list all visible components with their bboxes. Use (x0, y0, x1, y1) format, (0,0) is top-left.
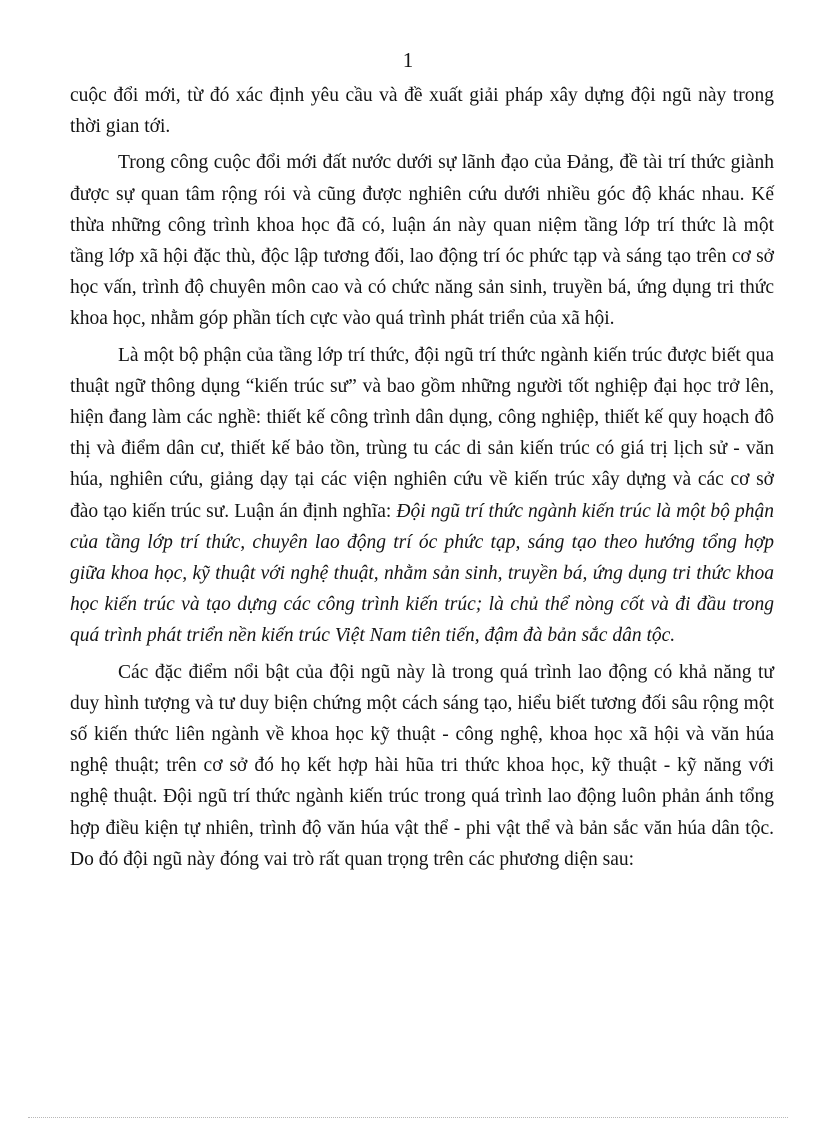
paragraph-architecture-definition (70, 340, 774, 652)
definition-italic-text: Đội ngũ trí thức ngành kiến trúc là một bộ phận của tầng lớp trí thức, chuyên lao động trí óc phức tạp, sáng tạo theo hướng tổng hợp giữa khoa học, kỹ thuật với nghệ thuật, nhằm sản sinh, truyền bá, ứng dụng tri thức khoa học kiến trúc và tạo dựng các công trình kiến trúc; là chủ thể nòng cốt và đi đầu trong quá trình phát triển nền kiến trúc Việt Nam tiên tiến, đậm đà bản sắc dân tộc. (70, 500, 774, 647)
paragraph-continuation: cuộc đổi mới, từ đó xác định yêu cầu và đề xuất giải pháp xây dựng đội ngũ này trong thời gian tới. (70, 85, 774, 138)
definition-intro-text: Là một bộ phận của tầng lớp trí thức, đội ngũ trí thức ngành kiến trúc được biết qua thuật ngữ thông dụng “kiến trúc sư” và bao gồm những người tốt nghiệp đại học trở lên, hiện đang làm các nghề: thiết kế công trình dân dụng, công nghiệp, thiết kế quy hoạch đô thị và điểm dân cư, thiết kế bảo tồn, trùng tu các di sản kiến trúc có giá trị lịch sử - văn húa, nghiên cứu, giảng dạy tại các viện nghiên cứu về kiến trúc xây dựng và các cơ sở đào tạo kiến trúc sư. Luận án định nghĩa: (70, 344, 774, 522)
page-bottom-divider (28, 1117, 788, 1118)
page-number: 1 (402, 48, 414, 72)
body-text (70, 80, 774, 880)
paragraph-characteristics: Các đặc điểm nổi bật của đội ngũ này là trong quá trình lao động có khả năng tư duy hình tượng và tư duy biện chứng một cách sáng tạo, hiểu biết tương đối sâu rộng một số kiến thức liên ngành về khoa học kỹ thuật - công nghệ, khoa học xã hội và văn húa nghệ thuật; trên cơ sở đó họ kết hợp hài hũa tri thức khoa học, kỹ thuật - kỹ năng với nghệ thuật. Đội ngũ trí thức ngành kiến trúc trong quá trình lao động luôn phản ánh tổng hợp điều kiện tự nhiên, trình độ văn húa vật thể - phi vật thể và bản sắc văn húa dân tộc. Do đó đội ngũ này đóng vai trò rất quan trọng trên các phương diện sau: (70, 661, 774, 870)
paragraph-intellectuals-concept: Trong công cuộc đổi mới đất nước dưới sự lãnh đạo của Đảng, đề tài trí thức giành được sự quan tâm rộng rói và cũng được nghiên cứu dưới nhiều góc độ khác nhau. Kế thừa những công trình khoa học đã có, luận án này quan niệm tầng lớp trí thức là một tầng lớp xã hội đặc thù, độc lập tương đối, lao động trí óc phức tạp và sáng tạo trên cơ sở học vấn, trình độ chuyên môn cao và có chức năng sản sinh, truyền bá, ứng dụng tri thức khoa học, nhằm góp phần tích cực vào quá trình phát triển của xã hội. (70, 152, 774, 330)
